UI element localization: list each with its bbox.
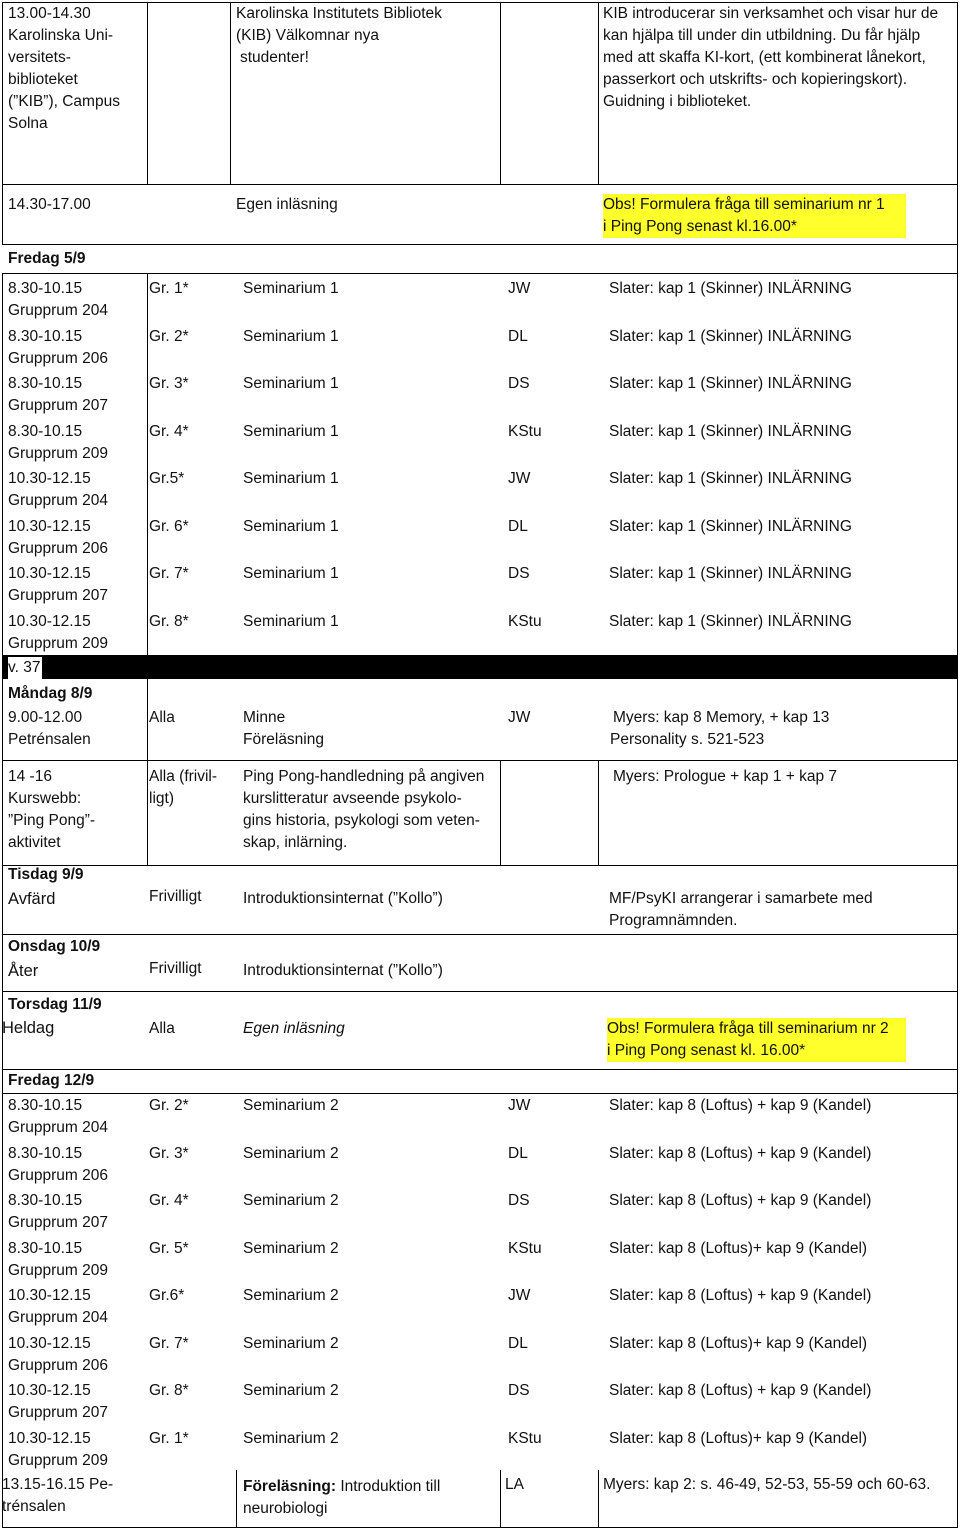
thursday-11-heading: Torsdag 11/9	[8, 996, 102, 1013]
wednesday-activity: Introduktionsinternat (”Kollo”)	[243, 962, 443, 979]
session-room: Grupprum 207	[8, 1404, 108, 1421]
col-divider-2	[230, 2, 231, 184]
session-room: Grupprum 206	[8, 1356, 108, 1374]
pingpong-description: Ping Pong-handledning på angiven kurslitteratur avseende psykolo- gins historia, psykologi som veten- skap, inlärning.	[243, 768, 485, 851]
session-literature: Slater: kap 8 (Loftus)+ kap 9 (Kandel)	[609, 1429, 868, 1447]
kib-time-place: 13.00-14.30 Karolinska Uni- versitets- biblioteket (”KIB”), Campus Solna	[8, 5, 120, 132]
monday-lecture-title: Minne Föreläsning	[243, 709, 324, 748]
session-group: Gr. 7*	[149, 565, 189, 582]
tuesday-time: Avfärd	[8, 890, 56, 908]
session-type: Seminarium 1	[243, 327, 339, 345]
monday-left-border	[2, 679, 3, 865]
session-type: Seminarium 1	[243, 612, 339, 630]
session-literature: Slater: kap 1 (Skinner) INLÄRNING	[609, 422, 852, 440]
neuro-col-divider-2	[500, 1470, 501, 1528]
session-leader: DS	[508, 1192, 530, 1209]
session-leader: DL	[508, 517, 528, 535]
session-literature: Slater: kap 8 (Loftus)+ kap 9 (Kandel)	[609, 1239, 868, 1257]
session-leader: JW	[508, 1287, 531, 1304]
session-room: Grupprum 207	[8, 1214, 108, 1231]
session-leader: KStu	[508, 612, 542, 630]
session-group: Gr.6*	[149, 1287, 185, 1304]
session-group: Gr. 5*	[149, 1239, 189, 1257]
session-time: 8.30-10.15	[8, 1144, 83, 1162]
session-type: Seminarium 2	[243, 1334, 339, 1352]
session-time: 8.30-10.15	[8, 1239, 83, 1257]
neuro-lecture-leader: LA	[505, 1476, 524, 1493]
wednesday-group: Frivilligt	[149, 960, 202, 977]
kib-title: Karolinska Institutets Bibliotek (KIB) Välkomnar nya studenter!	[236, 5, 442, 66]
session-leader: DS	[508, 565, 530, 582]
session-leader: JW	[508, 280, 531, 297]
session-room: Grupprum 209	[8, 1451, 108, 1469]
lower-left-border	[2, 865, 3, 1528]
session-time: 8.30-10.15	[8, 1097, 83, 1114]
session-room: Grupprum 206	[8, 1166, 108, 1184]
table-right-border	[957, 2, 958, 1528]
table-top-bottom-border	[2, 184, 958, 185]
neuro-lecture-literature: Myers: kap 2: s. 46-49, 52-53, 55-59 och 60-63.	[603, 1476, 931, 1493]
monday-lecture-time: 9.00-12.00	[8, 709, 83, 726]
monday-col-divider-2	[500, 760, 501, 865]
session-room: Grupprum 206	[8, 349, 108, 367]
session-group: Gr. 1*	[149, 280, 189, 297]
col-divider-4	[598, 2, 599, 184]
session-time: 10.30-12.15	[8, 1382, 91, 1399]
session-room: Grupprum 204	[8, 1309, 108, 1326]
session-literature: Slater: kap 1 (Skinner) INLÄRNING	[609, 517, 852, 535]
seminar-1-deadline-note: Obs! Formulera fråga till seminarium nr 1 i Ping Pong senast kl.16.00*	[603, 194, 906, 238]
neuro-lecture-title: Föreläsning: Introduktion till neurobiologi	[243, 1478, 441, 1517]
session-time: 8.30-10.15	[8, 327, 83, 345]
session-literature: Slater: kap 8 (Loftus) + kap 9 (Kandel)	[609, 1192, 872, 1209]
session-literature: Slater: kap 1 (Skinner) INLÄRNING	[609, 375, 852, 392]
session-leader: DS	[508, 1382, 530, 1399]
session-room: Grupprum 204	[8, 492, 108, 509]
session-type: Seminarium 2	[243, 1429, 339, 1447]
session-room: Grupprum 209	[8, 1261, 108, 1279]
tuesday-note: MF/PsyKI arrangerar i samarbete med Programnämnden.	[609, 890, 873, 929]
session-type: Seminarium 1	[243, 470, 339, 487]
friday-12-heading: Fredag 12/9	[8, 1072, 95, 1089]
session-room: Grupprum 209	[8, 634, 108, 652]
pingpong-group: Alla (frivil- ligt)	[149, 768, 218, 807]
session-room: Grupprum 204	[8, 302, 108, 319]
week-label: v. 37	[8, 657, 42, 679]
session-type: Seminarium 2	[243, 1144, 339, 1162]
session-literature: Slater: kap 8 (Loftus) + kap 9 (Kandel)	[609, 1287, 872, 1304]
session-time: 8.30-10.15	[8, 1192, 83, 1209]
session-leader: KStu	[508, 1239, 542, 1257]
session-group: Gr. 8*	[149, 612, 189, 630]
session-type: Seminarium 2	[243, 1287, 339, 1304]
session-group: Gr. 3*	[149, 1144, 189, 1162]
tuesday-top-border	[2, 865, 958, 866]
session-literature: Slater: kap 8 (Loftus)+ kap 9 (Kandel)	[609, 1334, 868, 1352]
session-room: Grupprum 206	[8, 539, 108, 557]
tuesday-activity: Introduktionsinternat (”Kollo”)	[243, 890, 443, 907]
session-leader: JW	[508, 470, 531, 487]
session-time: 10.30-12.15	[8, 1334, 91, 1352]
pingpong-literature: Myers: Prologue + kap 1 + kap 7	[613, 768, 838, 785]
session-type: Seminarium 2	[243, 1192, 339, 1209]
wednesday-top-border	[2, 934, 958, 935]
wednesday-time: Åter	[8, 962, 39, 980]
table-left-border	[2, 2, 3, 244]
session-leader: DS	[508, 375, 530, 392]
thursday-time: Heldag	[2, 1019, 55, 1037]
monday-lecture-literature: Myers: kap 8 Memory, + kap 13 Personality s. 521-523	[610, 709, 830, 748]
friday-12-top-border	[2, 1069, 958, 1070]
session-group: Gr. 4*	[149, 422, 189, 440]
session-leader: JW	[508, 1097, 531, 1114]
week-bar	[2, 655, 958, 679]
session-type: Seminarium 1	[243, 422, 339, 440]
session-time: 8.30-10.15	[8, 280, 83, 297]
monday-col-divider-3	[598, 760, 599, 865]
session-group: Gr.5*	[149, 470, 185, 487]
friday-5-heading: Fredag 5/9	[8, 250, 86, 267]
monday-lecture-group: Alla	[149, 709, 175, 726]
friday-5-left-border	[2, 273, 3, 655]
session-type: Seminarium 2	[243, 1097, 339, 1114]
tuesday-9-heading: Tisdag 9/9	[8, 866, 84, 883]
session-literature: Slater: kap 1 (Skinner) INLÄRNING	[609, 280, 852, 297]
session-type: Seminarium 1	[243, 565, 339, 582]
pingpong-time: 14 -16 Kurswebb: ”Ping Pong”- aktivitet	[8, 768, 96, 851]
session-room: Grupprum 209	[8, 444, 108, 462]
thursday-group: Alla	[149, 1020, 175, 1037]
session-time: 8.30-10.15	[8, 375, 83, 392]
col-divider-3	[500, 2, 501, 184]
table-bottom-border	[2, 1527, 958, 1528]
monday-8-heading: Måndag 8/9	[8, 685, 93, 702]
self-study-activity: Egen inläsning	[236, 196, 338, 213]
session-group: Gr. 2*	[149, 327, 189, 345]
monday-col-divider-1	[147, 679, 148, 865]
seminar-2-deadline-note: Obs! Formulera fråga till seminarium nr 2 i Ping Pong senast kl. 16.00*	[607, 1018, 906, 1062]
session-literature: Slater: kap 1 (Skinner) INLÄRNING	[609, 612, 852, 630]
monday-lecture-place: Petrénsalen	[8, 731, 91, 748]
session-literature: Slater: kap 8 (Loftus) + kap 9 (Kandel)	[609, 1382, 872, 1399]
session-literature: Slater: kap 8 (Loftus) + kap 9 (Kandel)	[609, 1144, 872, 1162]
friday-12-heading-border	[2, 1093, 958, 1094]
session-group: Gr. 4*	[149, 1192, 189, 1209]
monday-row-border	[2, 760, 958, 761]
session-type: Seminarium 1	[243, 517, 339, 535]
session-time: 10.30-12.15	[8, 1287, 91, 1304]
session-time: 10.30-12.15	[8, 517, 91, 535]
session-literature: Slater: kap 1 (Skinner) INLÄRNING	[609, 327, 852, 345]
session-leader: DL	[508, 1144, 528, 1162]
session-time: 10.30-12.15	[8, 612, 91, 630]
neuro-col-divider-3	[598, 1470, 599, 1528]
thursday-activity: Egen inläsning	[243, 1020, 345, 1037]
session-room: Grupprum 207	[8, 587, 108, 604]
session-type: Seminarium 2	[243, 1239, 339, 1257]
session-group: Gr. 6*	[149, 517, 189, 535]
kib-description: KIB introducerar sin verksamhet och visar hur de kan hjälpa till under din utbildning. Du får hjälp med att skaffa KI-kort, (ett kombinerat lånekort, passerkort och utskrifts- och kopieringskort). Guidning i biblioteket.	[603, 5, 939, 110]
session-time: 10.30-12.15	[8, 565, 91, 582]
session-literature: Slater: kap 8 (Loftus) + kap 9 (Kandel)	[609, 1097, 872, 1114]
self-study-time: 14.30-17.00	[8, 196, 91, 213]
session-type: Seminarium 1	[243, 280, 339, 297]
session-leader: KStu	[508, 422, 542, 440]
friday-5-col-divider	[147, 273, 148, 655]
session-literature: Slater: kap 1 (Skinner) INLÄRNING	[609, 470, 852, 487]
session-group: Gr. 2*	[149, 1097, 189, 1114]
session-time: 10.30-12.15	[8, 470, 91, 487]
session-literature: Slater: kap 1 (Skinner) INLÄRNING	[609, 565, 852, 582]
session-group: Gr. 1*	[149, 1429, 189, 1447]
session-group: Gr. 7*	[149, 1334, 189, 1352]
session-leader: DL	[508, 1334, 528, 1352]
session-type: Seminarium 2	[243, 1382, 339, 1399]
friday-5-heading-border	[2, 273, 958, 274]
tuesday-group: Frivilligt	[149, 888, 202, 905]
monday-lecture-leader: JW	[508, 709, 531, 726]
neuro-lecture-time: 13.15-16.15 Pe- trénsalen	[2, 1476, 114, 1515]
friday-5-top-border	[2, 244, 958, 245]
session-leader: DL	[508, 327, 528, 345]
session-room: Grupprum 207	[8, 397, 108, 414]
session-group: Gr. 8*	[149, 1382, 189, 1399]
col-divider-1	[147, 2, 148, 184]
thursday-top-border	[2, 991, 958, 992]
wednesday-10-heading: Onsdag 10/9	[8, 938, 101, 955]
session-time: 10.30-12.15	[8, 1429, 91, 1447]
session-time: 8.30-10.15	[8, 422, 83, 440]
session-group: Gr. 3*	[149, 375, 189, 392]
session-leader: KStu	[508, 1429, 542, 1447]
session-type: Seminarium 1	[243, 375, 339, 392]
session-room: Grupprum 204	[8, 1119, 108, 1136]
neuro-col-divider-1	[236, 1470, 237, 1528]
